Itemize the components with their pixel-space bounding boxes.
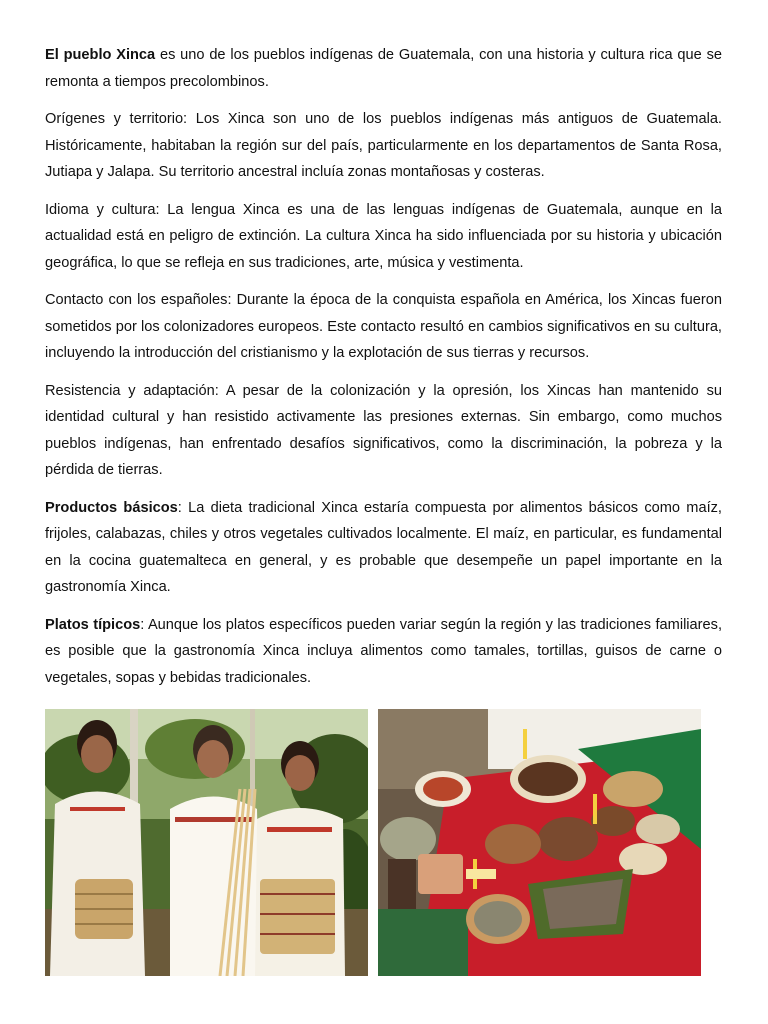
- paragraph-language: [45, 197, 722, 277]
- paragraph-dishes: [45, 612, 722, 692]
- paragraph-text: : Aunque los platos específicos pueden variar según la región y las tradiciones familiares, es posible que la gastronomía Xinca incluya alimentos como tamales, tortillas, guisos de carne o vegetales, sopas y bebidas tradicionales.: [45, 616, 722, 686]
- paragraph-text: Contacto con los españoles: Durante la época de la conquista española en América, los Xincas fueron sometidos por los colonizadores europeos. Este contacto resultó en cambios significativos en su cultura, incluyendo la introducción del cristianismo y la explotación de sus tierras y recursos.: [45, 292, 722, 361]
- paragraph-lead: Platos típicos: [45, 616, 141, 633]
- paragraph-intro: [45, 42, 722, 95]
- paragraph-text: Resistencia y adaptación: A pesar de la colonización y la opresión, los Xincas han mantenido su identidad cultural y han resistido activamente las presiones externas. Sin embargo, como muchos pueblos indígenas, han enfrentado desafíos significativos, como la discriminación, la pobreza y la pérdida de tierras.: [45, 382, 722, 478]
- food-table-illustration: [378, 709, 701, 976]
- paragraph-origins: [45, 106, 722, 186]
- paragraph-text: Orígenes y territorio: Los Xinca son uno de los pueblos indígenas más antiguos de Guatemala. Históricamente, habitaban la región sur del país, particularmente en los departamentos de Santa Rosa, Jutiapa y Jalapa. Su territorio ancestral incluía zonas montañosas y costeras.: [45, 111, 722, 180]
- document-body: [45, 42, 722, 702]
- paragraph-lead: Productos básicos: [45, 499, 178, 516]
- food-table-photo: [378, 709, 701, 976]
- paragraph-text: : La dieta tradicional Xinca estaría compuesta por alimentos básicos como maíz, frijoles, calabazas, chiles y otros vegetales cultivados localmente. El maíz, en particular, es fundamental en la cocina guatemalteca en general, y es probable que desempeñe un papel importante en la gastronomía Xinca.: [45, 499, 722, 595]
- paragraph-text: Idioma y cultura: La lengua Xinca es una de las lenguas indígenas de Guatemala, aunque en la actualidad está en peligro de extinción. La cultura Xinca ha sido influenciada por su historia y ubicación geográfica, lo que se refleja en sus tradiciones, arte, música y vestimenta.: [45, 201, 722, 271]
- paragraph-lead: El pueblo Xinca: [45, 47, 156, 63]
- women-with-baskets-photo: [45, 709, 368, 976]
- paragraph-contact: [45, 287, 722, 367]
- paragraph-text: es uno de los pueblos indígenas de Guatemala, con una historia y cultura rica que se remonta a tiempos precolombinos.: [45, 47, 722, 90]
- paragraph-products: [45, 495, 722, 601]
- paragraph-resistance: [45, 378, 722, 484]
- women-with-baskets-illustration: [45, 709, 368, 976]
